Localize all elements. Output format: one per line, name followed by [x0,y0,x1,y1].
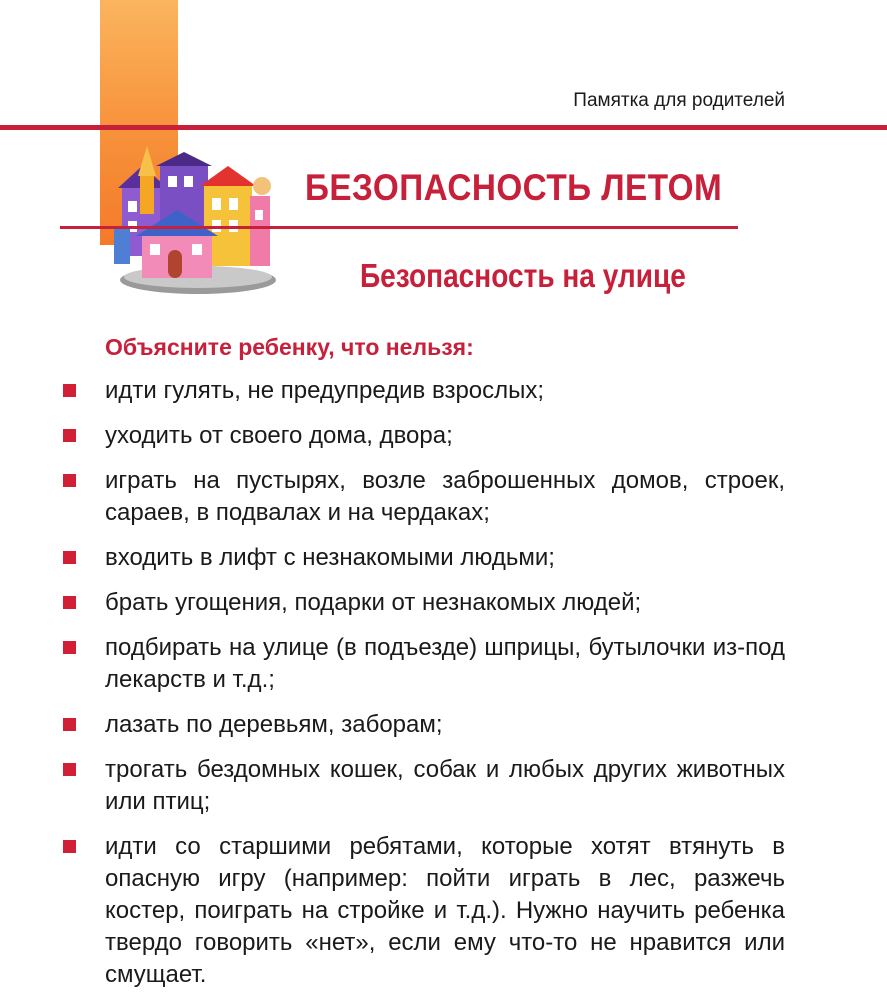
bullet-square-icon [63,840,76,853]
header-label: Памятка для родителей [573,90,785,111]
list-item [0,542,887,574]
title-divider [60,226,738,229]
header-divider [0,125,887,130]
list-item-text: идти гулять, не предупредив взрослых; [105,377,545,404]
bullet-square-icon [63,384,76,397]
list-item [0,465,887,529]
list-item-text: трогать бездомных кошек, собак и любых других животных или птиц; [105,756,785,815]
list-item [0,587,887,619]
bullet-square-icon [63,763,76,776]
bullet-square-icon [63,641,76,654]
list-item-text: входить в лифт с незнакомыми людьми; [105,544,555,571]
list-item-text: лазать по деревьям, заборам; [105,711,443,738]
list-item [0,632,887,696]
list-item-text: играть на пустырях, возле заброшенных домов, строек, сараев, в подвалах и на чердаках; [105,467,785,526]
rules-list [0,375,887,1004]
bullet-square-icon [63,551,76,564]
bullet-square-icon [63,429,76,442]
list-item-text: брать угощения, подарки от незнакомых людей; [105,589,642,616]
intro-heading: Объясните ребенку, что нельзя: [105,334,474,360]
list-item-text: идти со старшими ребятами, которые хотят втянуть в опасную игру (например: пойти играть в лес, разжечь костер, поиграть на стройке и т.д.). Нужно научить ребенка твердо говорить «нет», если ему что-то не нравится или смущает. [105,833,785,988]
bullet-square-icon [63,596,76,609]
list-item-text: подбирать на улице (в подъезде) шприцы, бутылочки из-под лекарств и т.д.; [105,634,785,693]
list-item [0,709,887,741]
main-title: БЕЗОПАСНОСТЬ ЛЕТОМ [305,167,723,208]
list-item [0,420,887,452]
sub-title: Безопасность на улице [360,257,686,294]
list-item [0,831,887,991]
houses-illustration [112,146,284,298]
list-item [0,375,887,407]
bullet-square-icon [63,718,76,731]
bullet-square-icon [63,474,76,487]
list-item [0,754,887,818]
list-item-text: уходить от своего дома, двора; [105,422,453,449]
